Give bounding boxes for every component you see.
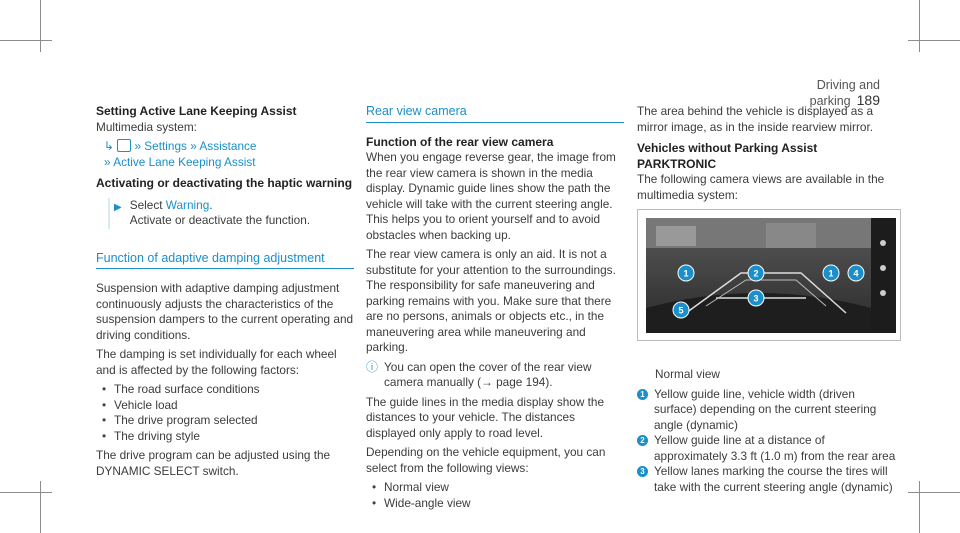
crop-mark — [908, 40, 960, 41]
nav-settings: Settings — [144, 139, 187, 153]
crop-mark — [908, 492, 960, 493]
camera-function-heading: Function of the rear view camera — [366, 134, 554, 149]
chevron-icon: » — [190, 139, 197, 153]
figure-label: 5 — [678, 305, 684, 316]
camera-image — [646, 218, 896, 333]
number-badge: 1 — [637, 389, 648, 400]
camera-para-2: The rear view camera is only an aid. It is not a substitute for your attention to the surroundings. The responsibility for safe maneuvering and parking remains with you. Make sure that there are no persons, animals or objects etc., in the maneuvering area while maneuvering and parking. — [366, 247, 616, 354]
list-item: • The road surface conditions — [96, 382, 354, 398]
page-number: 189 — [856, 92, 880, 108]
haptic-heading: Activating or deactivating the haptic warning — [96, 176, 353, 190]
figure-label: 1 — [828, 268, 834, 279]
legend-text: Yellow guide line, vehicle width (driven surface) depending on the current steering angle (dynamic) — [654, 386, 877, 432]
damping-para-1: Suspension with adaptive damping adjustment continuously adjusts the characteristics of the suspension dampers to the current operating and driving conditions. — [96, 281, 354, 342]
damping-para-2: The damping is set individually for each wheel and is affected by the following factors: — [96, 347, 337, 377]
figure-label: 1 — [683, 268, 689, 279]
column-middle — [366, 104, 624, 515]
list-item: • The driving style — [96, 429, 354, 445]
camera-para-3: The guide lines in the media display show the distances to your vehicle. The distances displayed only apply to road level. — [366, 394, 605, 440]
chevron-icon: » — [104, 154, 111, 169]
nav-path — [96, 139, 354, 155]
list-item: • Wide-angle view — [366, 496, 624, 512]
instruction-step: ▶ Select Warning. Activate or deactivate the function. — [108, 198, 354, 229]
camera-para-4: Depending on the vehicle equipment, you can select from the following views: — [366, 445, 606, 475]
damping-para-3: The drive program can be adjusted using the DYNAMIC SELECT switch. — [96, 448, 331, 478]
step-warning: Warning — [165, 197, 210, 212]
damping-heading: Function of adaptive damping adjustment — [96, 251, 354, 270]
figure-label: 4 — [853, 268, 859, 279]
crop-mark — [0, 40, 52, 41]
camera-figure — [637, 209, 901, 341]
crop-mark — [919, 0, 920, 52]
section-title: Driving and parking — [809, 78, 880, 108]
parktronic-heading: Vehicles without Parking Assist PARKTRONIC — [637, 141, 818, 171]
crop-mark — [919, 481, 920, 533]
crop-mark — [40, 0, 41, 52]
nav-path-2 — [96, 155, 354, 171]
info-icon: ⓘ — [366, 359, 379, 374]
home-icon — [117, 139, 131, 152]
legend-item — [637, 464, 899, 495]
figure-caption: Normal view — [655, 367, 720, 381]
crop-mark — [0, 492, 52, 493]
column-right — [637, 104, 899, 495]
note-text: You can open the cover of the rear view camera manually (→ page 194). — [384, 359, 592, 389]
camera-heading: Rear view camera — [366, 104, 624, 123]
nav-active-lane: Active Lane Keeping Assist — [113, 154, 256, 169]
step-arrow-icon: ▶ — [114, 201, 122, 213]
step-detail: Activate or deactivate the function. — [129, 213, 311, 227]
camera-para-1: When you engage reverse gear, the image from the rear view camera is shown in the media display. Dynamic guide lines show the path the vehicle will take with the current steering angle. This helps you to orient yourself and to avoid obstacles when backing up. — [366, 150, 616, 242]
number-badge: 3 — [637, 466, 648, 477]
figure-label: 2 — [753, 268, 759, 279]
nav-assistance: Assistance — [199, 139, 257, 153]
number-badge: 2 — [637, 435, 648, 446]
legend-text: Yellow lanes marking the course the tires will take with the current steering angle (dynamic) — [654, 464, 893, 494]
figure-label: 3 — [753, 293, 759, 304]
arrow-icon: ↳ — [104, 139, 114, 153]
view-list — [366, 480, 624, 511]
legend-item — [637, 433, 899, 464]
lka-intro: Multimedia system: — [96, 119, 197, 134]
list-item: • The drive program selected — [96, 413, 354, 429]
list-item: • Vehicle load — [96, 398, 354, 414]
legend-item — [637, 387, 899, 434]
note — [366, 360, 624, 391]
lka-heading: Setting Active Lane Keeping Assist — [96, 104, 297, 118]
step-select: Select — [129, 197, 163, 212]
list-item: • Normal view — [366, 480, 624, 496]
views-para: The following camera views are available in the multimedia system: — [637, 172, 885, 202]
legend-text: Yellow guide line at a distance of approximately 3.3 ft (1.0 m) from the rear area — [654, 433, 896, 463]
column-left — [96, 104, 354, 483]
factor-list — [96, 382, 354, 444]
crop-mark — [40, 481, 41, 533]
mirror-para: The area behind the vehicle is displayed as a mirror image, as in the inside rearview mirror. — [637, 104, 874, 134]
chevron-icon: » — [134, 139, 142, 153]
